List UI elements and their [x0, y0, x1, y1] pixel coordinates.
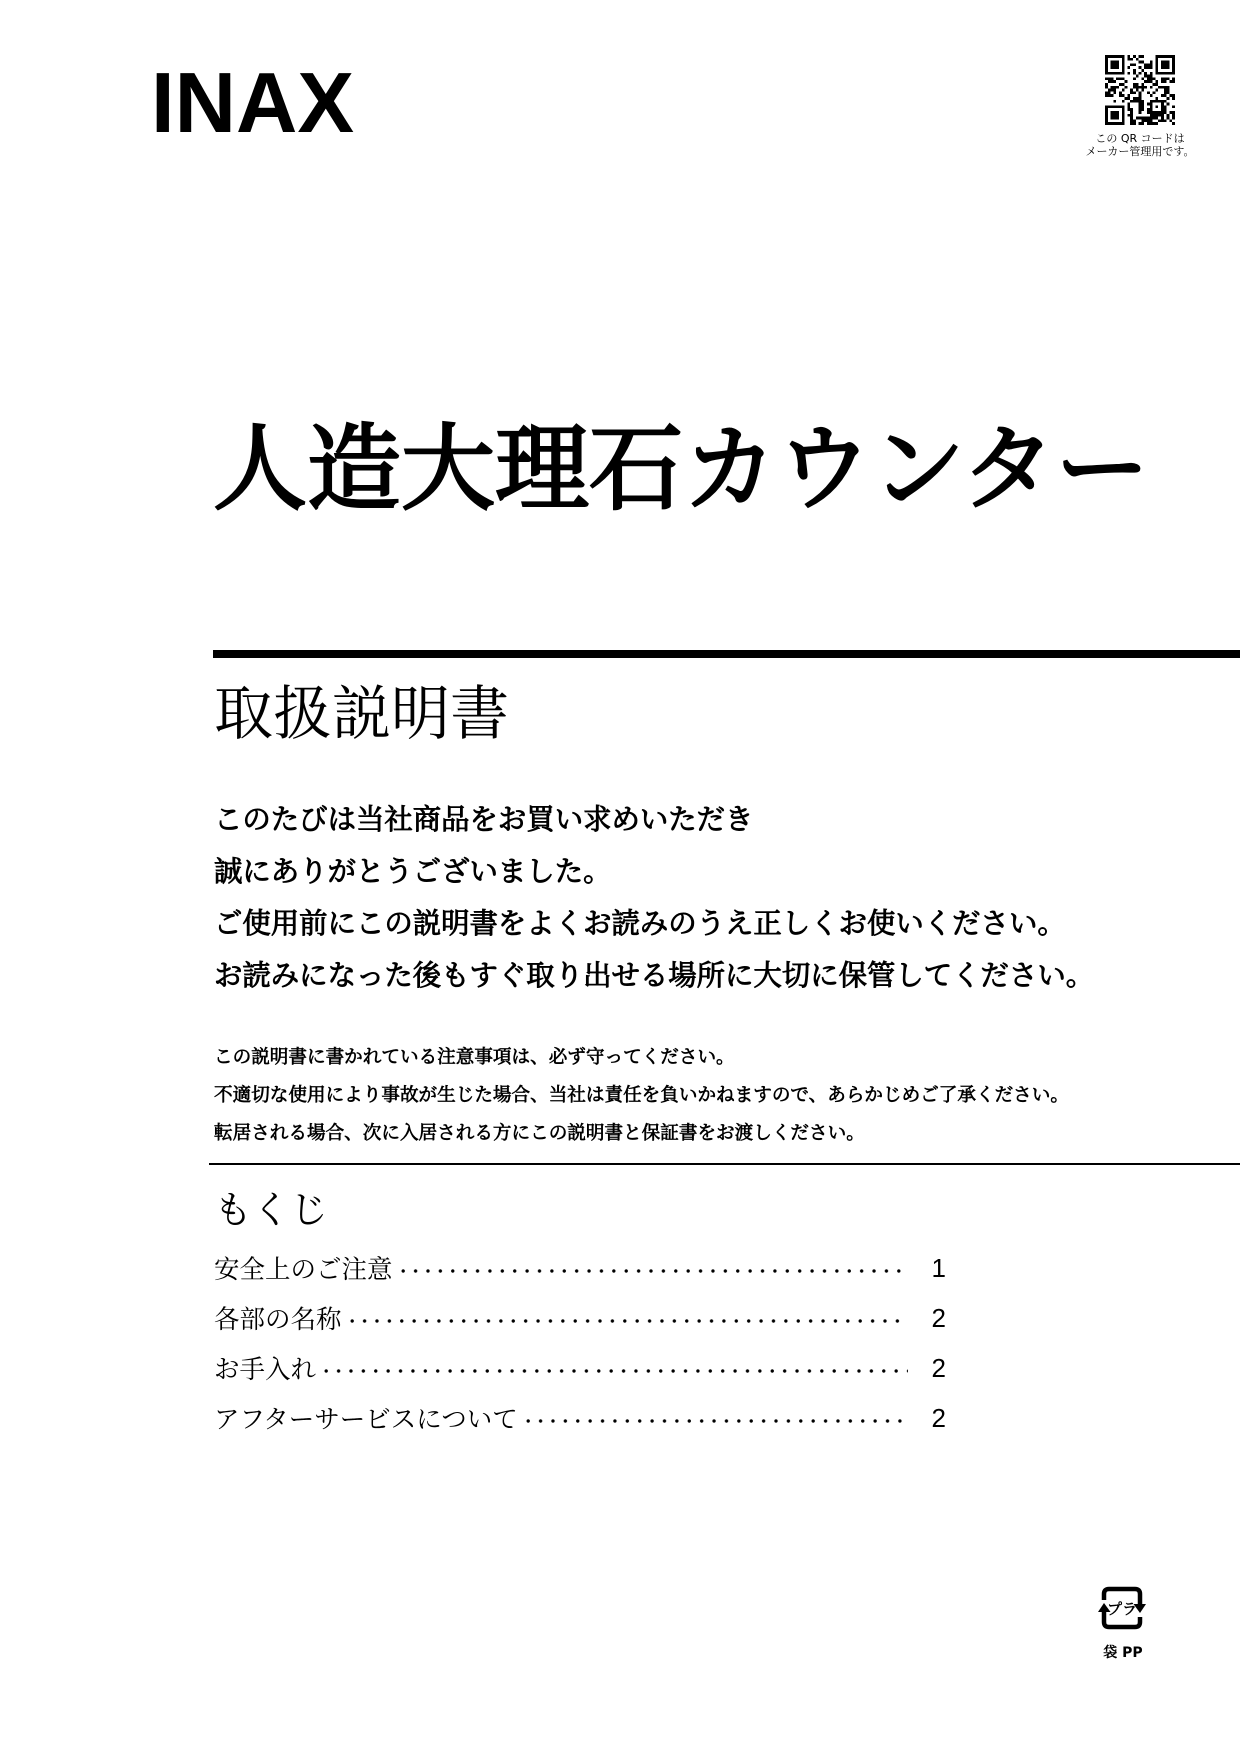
toc-leader-dots: [320, 1343, 908, 1393]
section-divider: [209, 1163, 1240, 1165]
intro-paragraph: [214, 794, 1094, 1002]
qr-note: [1070, 132, 1210, 158]
recycle-symbol-text: プラ: [1106, 1600, 1138, 1618]
document-subtitle: 取扱説明書: [214, 679, 510, 748]
table-of-contents: [214, 1243, 946, 1443]
qr-code: [1105, 55, 1175, 125]
qr-note-line: この QR コードは: [1095, 132, 1185, 145]
toc-item-label: アフターサービスについて: [214, 1405, 518, 1435]
toc-leader-dots: [397, 1243, 908, 1293]
recycle-caption: 袋 PP: [1103, 1645, 1143, 1661]
toc-item: [214, 1343, 946, 1393]
toc-item-label: お手入れ: [214, 1355, 317, 1385]
intro-line: 誠にありがとうございました。: [214, 855, 612, 888]
qr-code-modules: [1105, 55, 1175, 125]
toc-item: [214, 1243, 946, 1293]
product-title: 人造大理石カウンター: [213, 415, 1150, 524]
brand-logo: INAX: [151, 56, 355, 151]
notice-line: この説明書に書かれている注意事項は、必ず守ってください。: [214, 1047, 735, 1068]
toc-item: [214, 1293, 946, 1343]
toc-item-page: 2: [931, 1302, 946, 1333]
toc-leader-dots: [346, 1293, 908, 1343]
toc-item-label: 安全上のご注意: [214, 1255, 393, 1285]
toc-heading: もくじ: [214, 1188, 329, 1232]
toc-item-page: 2: [931, 1402, 946, 1433]
toc-item-label: 各部の名称: [214, 1305, 342, 1335]
intro-line: ご使用前にこの説明書をよくお読みのうえ正しくお使いください。: [214, 907, 1066, 940]
toc-item-page: 2: [931, 1352, 946, 1383]
intro-line: このたびは当社商品をお買い求めいただき: [214, 803, 754, 836]
qr-note-line: メーカー管理用です。: [1085, 145, 1195, 158]
notice-line: 不適切な使用により事故が生じた場合、当社は責任を負いかねますので、あらかじめご了承ください。: [214, 1085, 1069, 1106]
notice-line: 転居される場合、次に入居される方にこの説明書と保証書をお渡しください。: [214, 1123, 865, 1144]
intro-line: お読みになった後もすぐ取り出せる場所に大切に保管してください。: [214, 959, 1095, 992]
toc-leader-dots: [522, 1393, 908, 1443]
toc-item: [214, 1393, 946, 1443]
toc-item-page: 1: [931, 1252, 946, 1283]
recycle-plastic-icon: [1098, 1584, 1146, 1632]
notice-paragraph: [214, 1039, 1069, 1153]
title-divider: [213, 650, 1240, 658]
